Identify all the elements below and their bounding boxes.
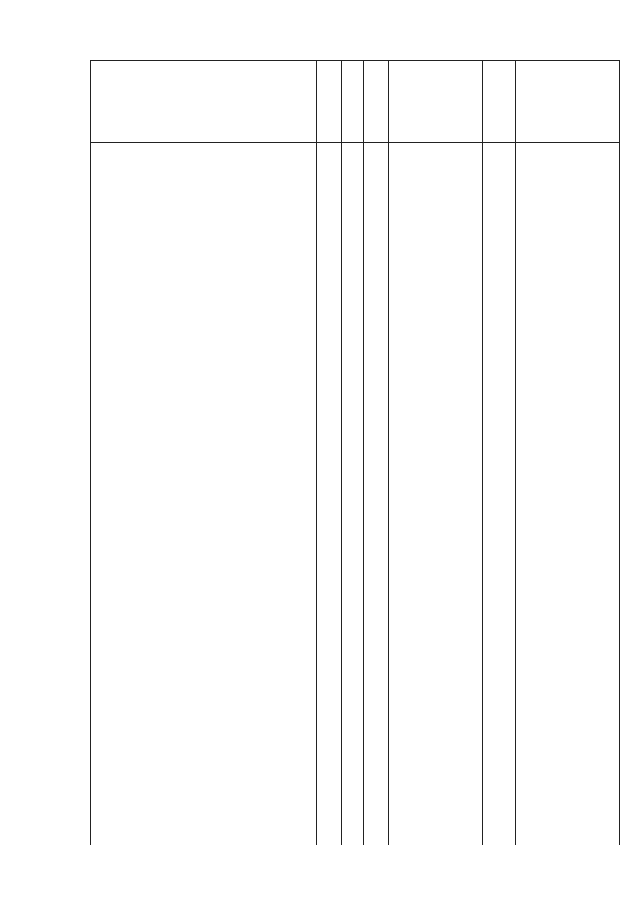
column-divider bbox=[482, 60, 483, 845]
column-divider bbox=[515, 60, 516, 845]
column-divider bbox=[316, 60, 317, 845]
column-divider bbox=[388, 60, 389, 845]
budget-table bbox=[90, 60, 620, 845]
column-divider bbox=[341, 60, 342, 845]
header-divider bbox=[90, 142, 620, 143]
table-grid bbox=[90, 60, 620, 845]
column-divider bbox=[363, 60, 364, 845]
header-summa bbox=[515, 60, 619, 142]
header-razdel bbox=[345, 61, 359, 141]
table-border-right bbox=[619, 60, 620, 845]
table-border-left bbox=[90, 60, 91, 845]
header-podrazdel bbox=[368, 61, 382, 141]
header-celevaya-statya bbox=[420, 71, 450, 131]
header-name bbox=[90, 60, 316, 142]
header-gruppa-vida-rashodov bbox=[484, 61, 514, 141]
